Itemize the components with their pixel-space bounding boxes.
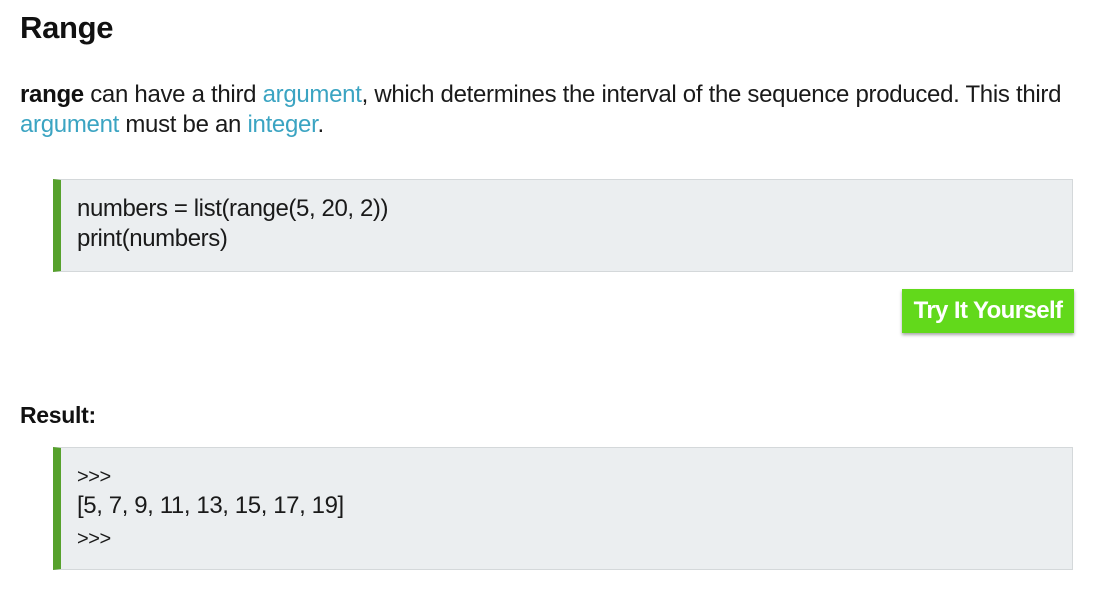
result-label: Result: [20,402,96,428]
code-line: print(numbers) [77,225,228,252]
argument-link[interactable]: argument [262,81,362,108]
result-block [53,447,1073,570]
paragraph-text: must be an [119,111,248,138]
paragraph-text: , which determines the interval of the sequence produced. This third [361,81,1062,108]
paragraph-text: . [317,111,324,138]
integer-link[interactable]: integer [247,111,318,138]
code-block [53,179,1073,272]
try-it-yourself-button[interactable]: Try It Yourself [902,289,1074,333]
page-title: Range [20,10,114,45]
prompt-line: >>> [77,528,111,550]
argument-link[interactable]: argument [20,111,119,138]
paragraph-text: can have a third [83,81,263,108]
output-line: [5, 7, 9, 11, 13, 15, 17, 19] [77,492,344,519]
prompt-line: >>> [77,466,111,488]
lesson-paragraph [20,80,1090,140]
code-line: numbers = list(range(5, 20, 2)) [77,195,389,222]
keyword-range: range [20,81,84,108]
